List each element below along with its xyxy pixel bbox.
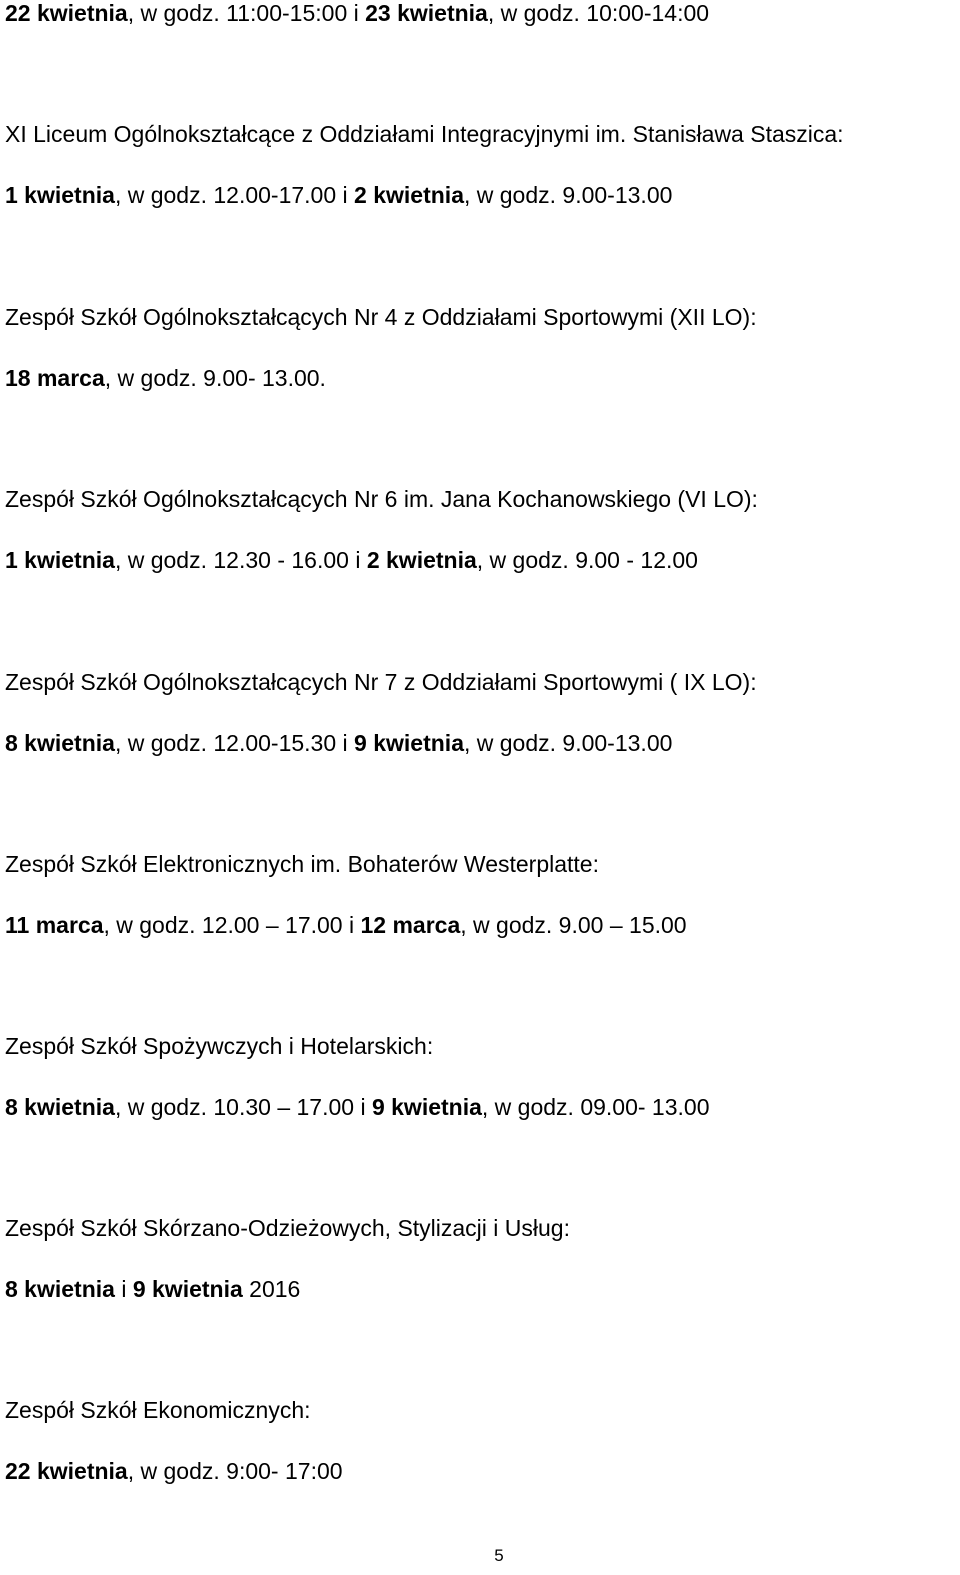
top-schedule-line — [5, 0, 709, 27]
date-2: 2 kwietnia — [354, 182, 464, 208]
date-1: 1 kwietnia — [5, 547, 115, 573]
text-1: , w godz. 12.00-17.00 i — [114, 182, 355, 208]
school-name-zso-6: Zespół Szkół Ogólnokształcących Nr 6 im. Jana Kochanowskiego (VI LO): — [5, 486, 758, 512]
text-1: , w godz. 9.00- 13.00. — [104, 365, 326, 391]
text-2: , w godz. 9.00 - 12.00 — [476, 547, 698, 573]
school-name-xi-lo: XI Liceum Ogólnokształcące z Oddziałami Integracyjnymi im. Stanisława Staszica: — [5, 121, 844, 147]
date-2: 9 kwietnia — [371, 1094, 482, 1120]
date-1: 8 kwietnia — [5, 730, 115, 756]
date-1: 11 marca — [5, 912, 104, 938]
schedule-line-zso-7 — [5, 730, 672, 757]
school-name-zsek: Zespół Szkół Ekonomicznych: — [5, 1397, 311, 1423]
date-1: 22 kwietnia — [5, 1458, 128, 1484]
date-1: 18 marca — [5, 365, 105, 391]
text-2: , w godz. 10:00-14:00 — [487, 0, 710, 26]
school-name-zse: Zespół Szkół Elektronicznych im. Bohaterów Westerplatte: — [5, 851, 599, 877]
school-name-zsso: Zespół Szkół Skórzano-Odzieżowych, Stylizacji i Usług: — [5, 1215, 570, 1241]
text-1: , w godz. 11:00-15:00 i — [127, 0, 366, 26]
schedule-line-xi-lo — [5, 182, 672, 209]
date-2: 2 kwietnia — [366, 547, 477, 573]
text-1: , w godz. 12.00 – 17.00 i — [103, 912, 361, 938]
text-2: , w godz. 9.00-13.00 — [463, 182, 673, 208]
page-number: 5 — [494, 1546, 504, 1565]
text-1: , w godz. 9:00- 17:00 — [127, 1458, 343, 1484]
schedule-line-zssih — [5, 1094, 710, 1121]
school-name-zso-7: Zespół Szkół Ogólnokształcących Nr 7 z Oddziałami Sportowymi ( IX LO): — [5, 669, 757, 695]
text-2: , w godz. 9.00 – 15.00 — [460, 912, 687, 938]
schedule-line-zso-4 — [5, 365, 326, 392]
text-2: , w godz. 9.00-13.00 — [463, 730, 673, 756]
date-1: 8 kwietnia — [5, 1094, 115, 1120]
schedule-line-zsso — [5, 1276, 300, 1303]
date-1: 22 kwietnia — [5, 0, 128, 26]
date-2: 12 marca — [360, 912, 461, 938]
text-2: , w godz. 09.00- 13.00 — [481, 1094, 710, 1120]
text-2: 2016 — [242, 1276, 301, 1302]
schedule-line-zso-6 — [5, 547, 698, 574]
date-2: 9 kwietnia — [132, 1276, 243, 1302]
date-2: 9 kwietnia — [354, 730, 464, 756]
schedule-line-zse — [5, 912, 687, 939]
date-2: 23 kwietnia — [365, 0, 488, 26]
school-name-zso-4: Zespół Szkół Ogólnokształcących Nr 4 z Oddziałami Sportowymi (XII LO): — [5, 304, 757, 330]
text-1: i — [114, 1276, 133, 1302]
date-1: 1 kwietnia — [5, 182, 115, 208]
date-1: 8 kwietnia — [5, 1276, 115, 1302]
school-name-zssih: Zespół Szkół Spożywczych i Hotelarskich: — [5, 1033, 434, 1059]
schedule-line-zsek — [5, 1458, 343, 1485]
text-1: , w godz. 10.30 – 17.00 i — [114, 1094, 372, 1120]
text-1: , w godz. 12.00-15.30 i — [114, 730, 355, 756]
text-1: , w godz. 12.30 - 16.00 i — [114, 547, 367, 573]
